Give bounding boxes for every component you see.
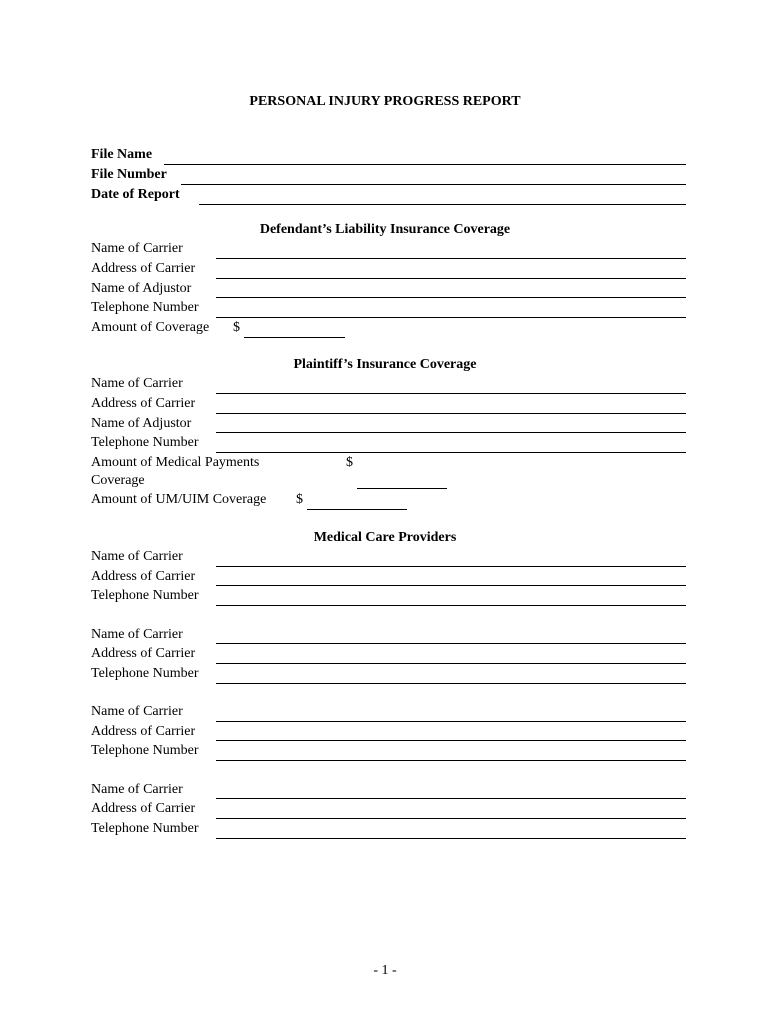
provider-phone-label: Telephone Number	[91, 743, 199, 758]
plaintiff-medical-label-line1: Amount of Medical Payments	[91, 455, 260, 470]
plaintiff-address-field[interactable]	[216, 413, 686, 414]
provider-address-field[interactable]	[216, 818, 686, 819]
provider-address-label: Address of Carrier	[91, 801, 196, 816]
provider-phone-label: Telephone Number	[91, 666, 199, 681]
medical-heading: Medical Care Providers	[313, 530, 457, 545]
provider-address-field[interactable]	[216, 740, 686, 741]
defendant-phone-field[interactable]	[216, 317, 686, 318]
plaintiff-heading: Plaintiff’s Insurance Coverage	[293, 357, 477, 372]
defendant-phone-label: Telephone Number	[91, 300, 199, 315]
plaintiff-medical-label-line2: Coverage	[91, 473, 145, 488]
provider-address-label: Address of Carrier	[91, 724, 196, 739]
provider-phone-label: Telephone Number	[91, 588, 199, 603]
provider-name-label: Name of Carrier	[91, 627, 183, 642]
defendant-address-field[interactable]	[216, 278, 686, 279]
defendant-coverage-dollar: $	[233, 320, 240, 335]
provider-name-field[interactable]	[216, 643, 686, 644]
plaintiff-medical-field[interactable]	[357, 488, 447, 489]
plaintiff-um-uim-field[interactable]	[307, 509, 407, 510]
plaintiff-um-uim-dollar: $	[296, 492, 303, 507]
defendant-heading: Defendant’s Liability Insurance Coverage	[259, 222, 511, 237]
defendant-adjustor-label: Name of Adjustor	[91, 281, 192, 296]
file-number-field[interactable]	[181, 184, 686, 185]
plaintiff-phone-label: Telephone Number	[91, 435, 199, 450]
plaintiff-adjustor-field[interactable]	[216, 432, 686, 433]
page-title: PERSONAL INJURY PROGRESS REPORT	[249, 94, 521, 109]
provider-phone-label: Telephone Number	[91, 821, 199, 836]
provider-name-label: Name of Carrier	[91, 704, 183, 719]
provider-phone-field[interactable]	[216, 683, 686, 684]
defendant-carrier-field[interactable]	[216, 258, 686, 259]
date-of-report-label: Date of Report	[91, 187, 180, 202]
provider-address-field[interactable]	[216, 663, 686, 664]
provider-phone-field[interactable]	[216, 838, 686, 839]
provider-phone-field[interactable]	[216, 605, 686, 606]
provider-address-label: Address of Carrier	[91, 646, 196, 661]
plaintiff-adjustor-label: Name of Adjustor	[91, 416, 192, 431]
page-number: - 1 -	[373, 963, 397, 978]
file-name-field[interactable]	[164, 164, 686, 165]
provider-name-label: Name of Carrier	[91, 549, 183, 564]
defendant-carrier-label: Name of Carrier	[91, 241, 183, 256]
defendant-coverage-field[interactable]	[244, 337, 345, 338]
provider-name-field[interactable]	[216, 798, 686, 799]
provider-address-label: Address of Carrier	[91, 569, 196, 584]
defendant-address-label: Address of Carrier	[91, 261, 196, 276]
provider-name-label: Name of Carrier	[91, 782, 183, 797]
plaintiff-carrier-label: Name of Carrier	[91, 376, 183, 391]
defendant-coverage-label: Amount of Coverage	[91, 320, 210, 335]
provider-name-field[interactable]	[216, 566, 686, 567]
plaintiff-address-label: Address of Carrier	[91, 396, 196, 411]
provider-address-field[interactable]	[216, 585, 686, 586]
file-number-label: File Number	[91, 167, 167, 182]
defendant-adjustor-field[interactable]	[216, 297, 686, 298]
provider-phone-field[interactable]	[216, 760, 686, 761]
provider-name-field[interactable]	[216, 721, 686, 722]
plaintiff-carrier-field[interactable]	[216, 393, 686, 394]
file-name-label: File Name	[91, 147, 153, 162]
plaintiff-medical-dollar: $	[346, 455, 353, 470]
plaintiff-phone-field[interactable]	[216, 452, 686, 453]
date-of-report-field[interactable]	[199, 204, 686, 205]
plaintiff-um-uim-label: Amount of UM/UIM Coverage	[91, 492, 267, 507]
